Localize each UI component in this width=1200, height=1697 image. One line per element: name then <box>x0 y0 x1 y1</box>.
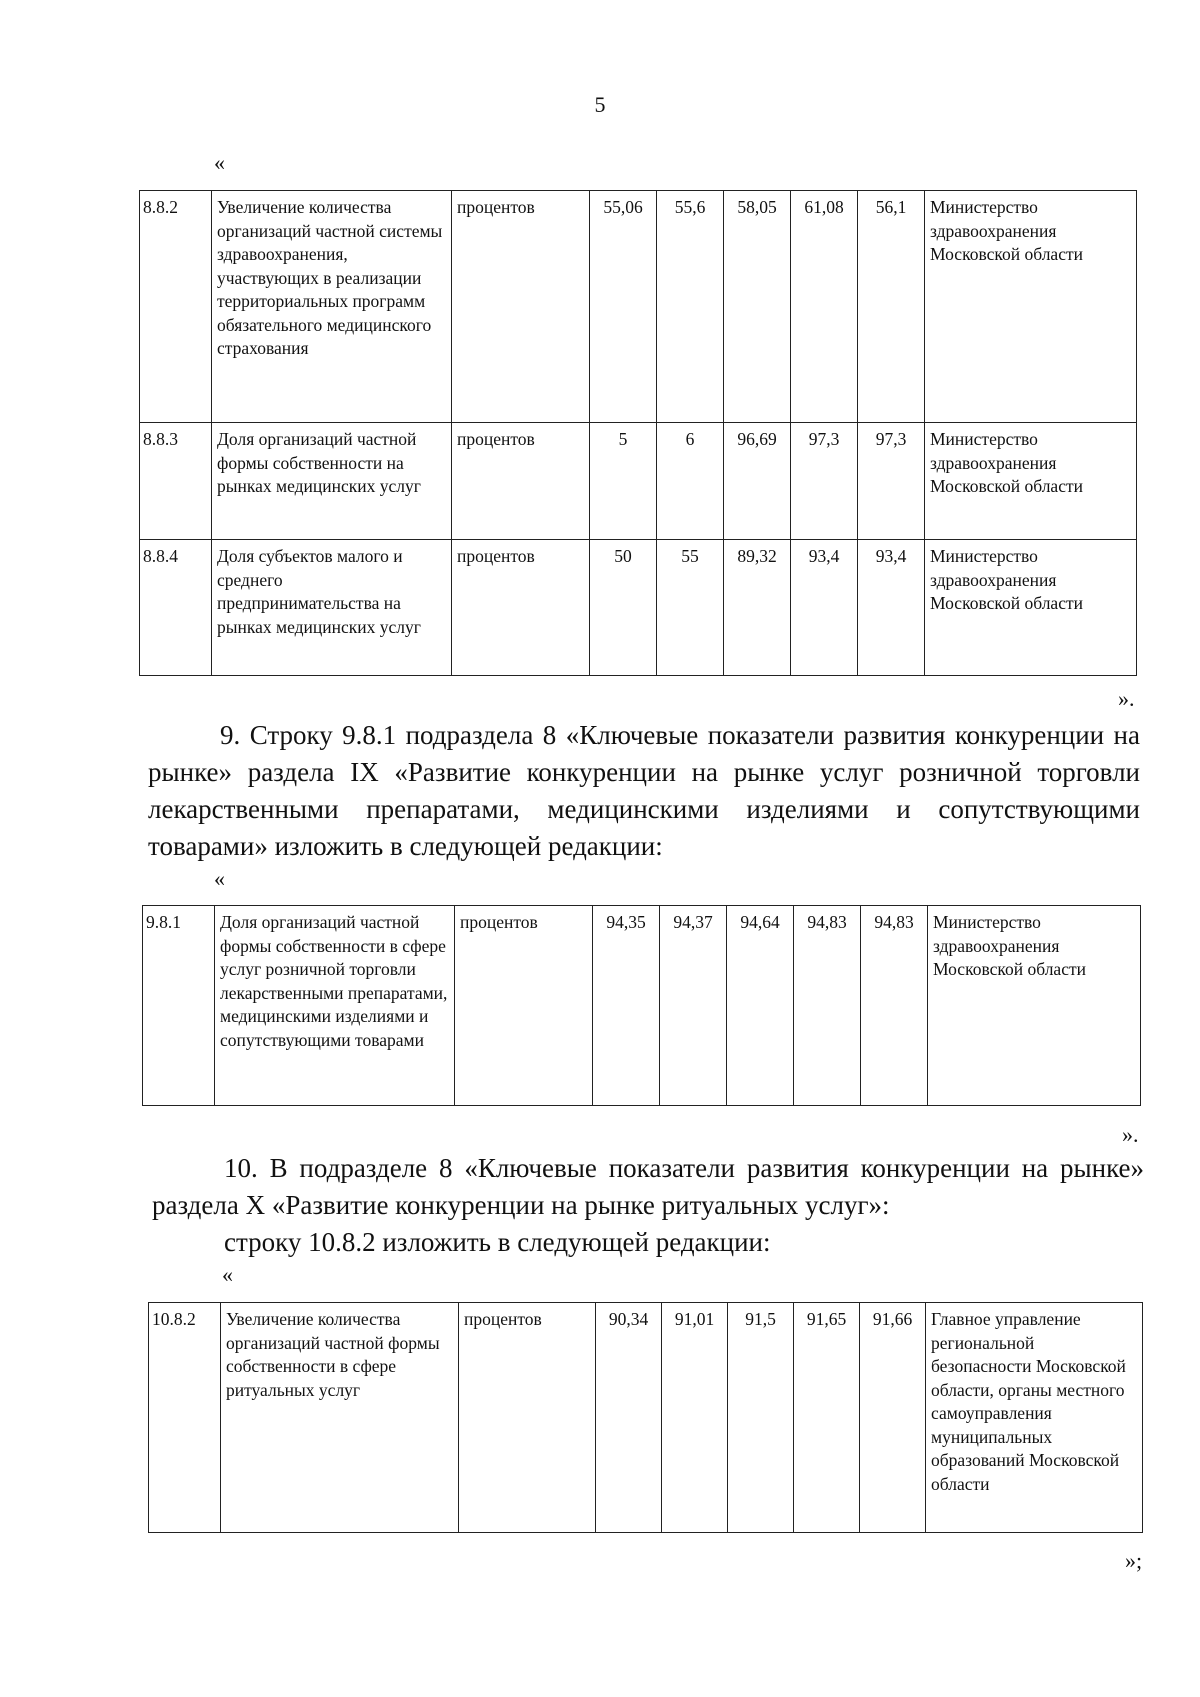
row-indicator-name: Увеличение количества организаций частной системы здравоохранения, участвующих в реализации территориальных программ обязательного медицинского страхования <box>212 191 452 423</box>
table-row <box>140 423 1137 540</box>
row-responsible: Министерство здравоохранения Московской области <box>925 423 1137 540</box>
row-value: 94,83 <box>861 906 928 1106</box>
row-code: 9.8.1 <box>143 906 215 1106</box>
row-value: 91,5 <box>728 1303 794 1533</box>
row-value: 58,05 <box>724 191 791 423</box>
paragraph-10-line1: 10. В подразделе 8 «Ключевые показатели развития конкуренции на рынке» раздела X «Развитие конкуренции на рынке ритуальных услуг»: <box>152 1153 1144 1220</box>
closing-quote: ». <box>1118 686 1135 711</box>
opening-quote: « <box>214 866 225 891</box>
row-unit: процентов <box>452 191 590 423</box>
row-indicator-name: Увеличение количества организаций частной формы собственности в сфере ритуальных услуг <box>221 1303 459 1533</box>
table-row <box>143 906 1141 1106</box>
opening-quote: « <box>214 150 225 175</box>
row-value: 6 <box>657 423 724 540</box>
row-responsible: Министерство здравоохранения Московской области <box>928 906 1141 1106</box>
row-value: 90,34 <box>596 1303 662 1533</box>
row-code: 8.8.2 <box>140 191 212 423</box>
indicators-table-10-8 <box>148 1302 1143 1533</box>
row-value: 97,3 <box>858 423 925 540</box>
row-code: 10.8.2 <box>149 1303 221 1533</box>
table-row <box>140 540 1137 676</box>
indicators-table-9-8 <box>142 905 1141 1106</box>
row-indicator-name: Доля организаций частной формы собственности в сфере услуг розничной торговли лекарственными препаратами, медицинскими изделиями и сопутствующими товарами <box>215 906 455 1106</box>
row-responsible: Министерство здравоохранения Московской области <box>925 540 1137 676</box>
row-value: 94,37 <box>660 906 727 1106</box>
paragraph-10-line2: строку 10.8.2 изложить в следующей редакции: <box>224 1227 771 1257</box>
row-responsible: Главное управление региональной безопасности Московской области, органы местного самоуправления муниципальных образований Московской области <box>926 1303 1143 1533</box>
row-value: 61,08 <box>791 191 858 423</box>
paragraph-9-text: 9. Строку 9.8.1 подраздела 8 «Ключевые показатели развития конкуренции на рынке» раздела IX «Развитие конкуренции на рынке услуг розничной торговли лекарственными препаратами, медицинскими изделиями и сопутствующими товарами» изложить в следующей редакции: <box>148 720 1140 861</box>
indicators-table-8-8 <box>139 190 1137 676</box>
row-value: 56,1 <box>858 191 925 423</box>
paragraph-9 <box>148 717 1140 865</box>
paragraph-10 <box>152 1150 1144 1261</box>
row-indicator-name: Доля субъектов малого и среднего предпринимательства на рынках медицинских услуг <box>212 540 452 676</box>
row-value: 89,32 <box>724 540 791 676</box>
row-code: 8.8.3 <box>140 423 212 540</box>
table-row <box>149 1303 1143 1533</box>
row-indicator-name: Доля организаций частной формы собственности на рынках медицинских услуг <box>212 423 452 540</box>
row-responsible: Министерство здравоохранения Московской области <box>925 191 1137 423</box>
row-unit: процентов <box>452 540 590 676</box>
row-value: 91,01 <box>662 1303 728 1533</box>
row-unit: процентов <box>452 423 590 540</box>
row-value: 91,66 <box>860 1303 926 1533</box>
row-value: 96,69 <box>724 423 791 540</box>
row-value: 93,4 <box>858 540 925 676</box>
row-value: 93,4 <box>791 540 858 676</box>
row-value: 55,06 <box>590 191 657 423</box>
row-value: 5 <box>590 423 657 540</box>
row-value: 97,3 <box>791 423 858 540</box>
page-number: 5 <box>594 92 606 117</box>
closing-quote: ». <box>1122 1122 1139 1147</box>
row-code: 8.8.4 <box>140 540 212 676</box>
row-unit: процентов <box>459 1303 596 1533</box>
row-value: 50 <box>590 540 657 676</box>
row-value: 55 <box>657 540 724 676</box>
row-unit: процентов <box>455 906 593 1106</box>
opening-quote: « <box>222 1262 233 1287</box>
row-value: 94,83 <box>794 906 861 1106</box>
table-row <box>140 191 1137 423</box>
row-value: 94,64 <box>727 906 794 1106</box>
row-value: 91,65 <box>794 1303 860 1533</box>
closing-quote: »; <box>1125 1548 1143 1573</box>
row-value: 94,35 <box>593 906 660 1106</box>
row-value: 55,6 <box>657 191 724 423</box>
